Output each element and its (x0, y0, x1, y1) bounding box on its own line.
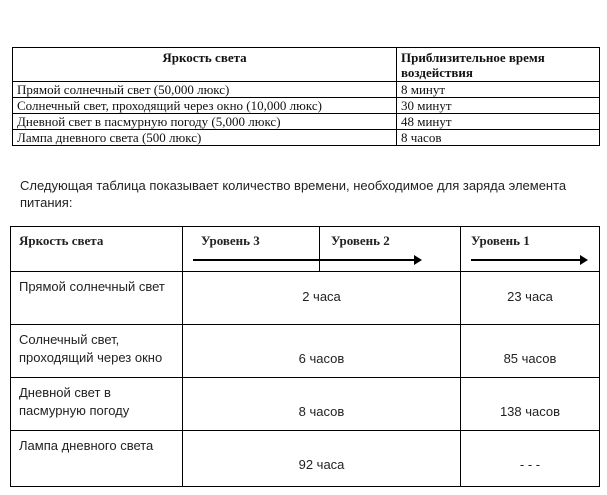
arrow-right-icon (471, 259, 581, 261)
row-label: Солнечный свет, проходящий через окно (19, 332, 163, 365)
level-2-label: Уровень 2 (331, 233, 390, 248)
table-cell: Лампа дневного света (500 люкс) (13, 130, 397, 146)
level-2-3-value: 6 часов (298, 351, 345, 366)
table-cell (461, 431, 600, 487)
intro-paragraph: Следующая таблица показывает количество времени, необходимое для заряда элемента питания: (20, 178, 567, 210)
charge-time-table (10, 226, 600, 487)
level-1-value: 138 часов (499, 404, 561, 419)
brightness-header: Яркость света (19, 233, 104, 248)
table-cell (183, 378, 461, 431)
table-cell: 8 часов (397, 130, 600, 146)
column-header: Яркость света (13, 48, 397, 82)
table-cell: 30 минут (397, 98, 600, 114)
column-divider (319, 227, 320, 271)
table-row (13, 82, 600, 98)
table-cell (11, 378, 183, 431)
table-cell (183, 272, 461, 325)
row-label: Прямой солнечный свет (19, 279, 165, 294)
table-row (11, 431, 600, 487)
column-header: Приблизительное время воздействия (397, 48, 600, 82)
table-cell (461, 378, 600, 431)
level-2-3-value: 92 часа (298, 457, 345, 472)
table-cell: Прямой солнечный свет (50,000 люкс) (13, 82, 397, 98)
table-cell (461, 272, 600, 325)
level-1-label: Уровень 1 (471, 233, 530, 248)
table-cell (11, 325, 183, 378)
level-2-3-header (183, 227, 461, 272)
row-label: Лампа дневного света (19, 438, 154, 453)
table-cell (461, 325, 600, 378)
table-cell: 8 минут (397, 82, 600, 98)
table-row (13, 98, 600, 114)
table-cell (11, 272, 183, 325)
row-label: Дневной свет в пасмурную погоду (19, 385, 130, 418)
level-1-value: 85 часов (503, 351, 557, 366)
table-row (11, 378, 600, 431)
level-1-value: 23 часа (507, 289, 553, 304)
level-1-value: - - - (519, 457, 541, 472)
table-cell: Солнечный свет, проходящий через окно (10,000 люкс) (13, 98, 397, 114)
level-3-label: Уровень 3 (201, 233, 260, 248)
table-cell (11, 431, 183, 487)
table-row (11, 325, 600, 378)
table-cell: 48 минут (397, 114, 600, 130)
table-cell: Дневной свет в пасмурную погоду (5,000 люкс) (13, 114, 397, 130)
table-header-row (11, 227, 600, 272)
table-header-row (13, 48, 600, 82)
light-exposure-table (12, 47, 600, 146)
column-header (11, 227, 183, 272)
table-row (13, 114, 600, 130)
table-cell (183, 431, 461, 487)
level-2-3-value: 8 часов (298, 404, 345, 419)
table-row (13, 130, 600, 146)
level-1-header (461, 227, 600, 272)
arrow-right-icon (193, 259, 415, 261)
table-row (11, 272, 600, 325)
level-2-3-value: 2 часа (302, 289, 341, 304)
table-cell (183, 325, 461, 378)
